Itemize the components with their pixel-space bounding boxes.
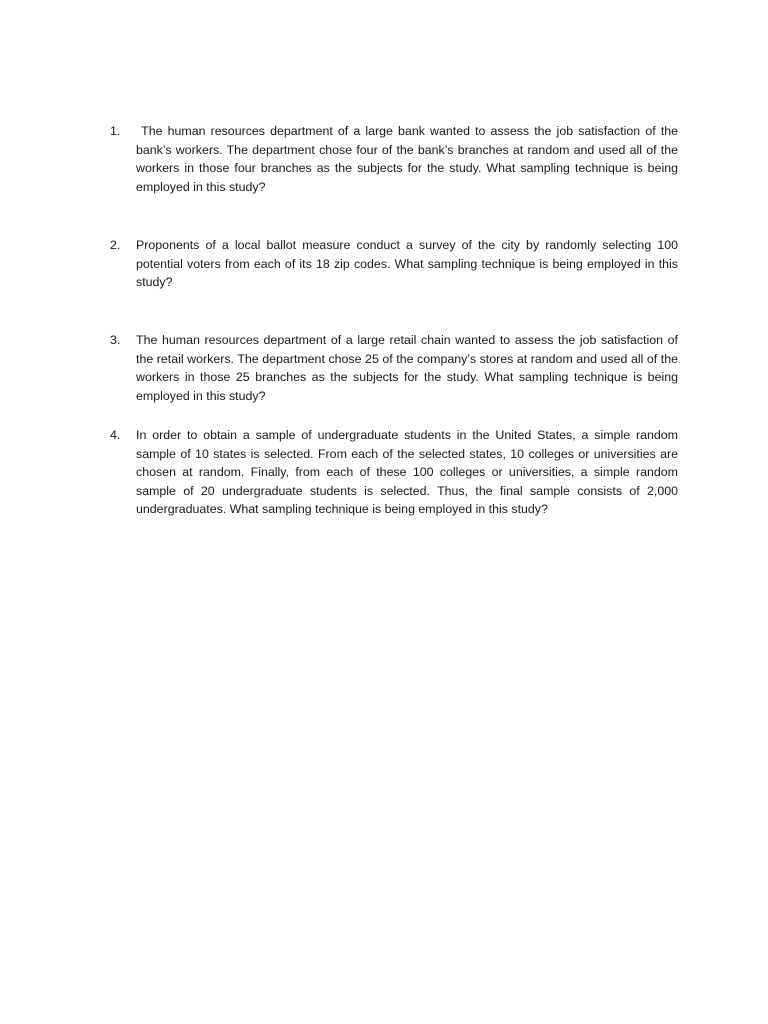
question-text: In order to obtain a sample of undergraduate students in the United States, a simple random sample of 10 states is selected. From each of the selected states, 10 colleges or universities are chosen at random. Finally, from each of these 100 colleges or universities, a simple random sample of 20 undergraduate students is selected. Thus, the final sample consists of 2,000 undergraduates. What sampling technique is being employed in this study? xyxy=(136,428,678,517)
question-item xyxy=(110,331,678,405)
question-item xyxy=(110,122,682,196)
question-text: The human resources department of a large retail chain wanted to assess the job satisfaction of the retail workers. The department chose 25 of the company’s stores at random and used all of the workers in those 25 branches as the subjects for the study. What sampling technique is being employed in this study? xyxy=(136,333,678,403)
question-text: Proponents of a local ballot measure conduct a survey of the city by randomly selecting 100 potential voters from each of its 18 zip codes. What sampling technique is being employed in this study? xyxy=(136,238,678,290)
question-number: 3. xyxy=(110,333,121,347)
question-item xyxy=(110,426,678,519)
question-number: 2. xyxy=(110,238,121,252)
question-number: 4. xyxy=(110,428,121,442)
question-number: 1. xyxy=(110,124,121,138)
question-text: The human resources department of a large bank wanted to assess the job satisfaction of the bank’s workers. The department chose four of the bank’s branches at random and used all of the workers in those four branches as the subjects for the study. What sampling technique is being employed in this study? xyxy=(136,124,682,194)
question-item xyxy=(110,236,678,292)
